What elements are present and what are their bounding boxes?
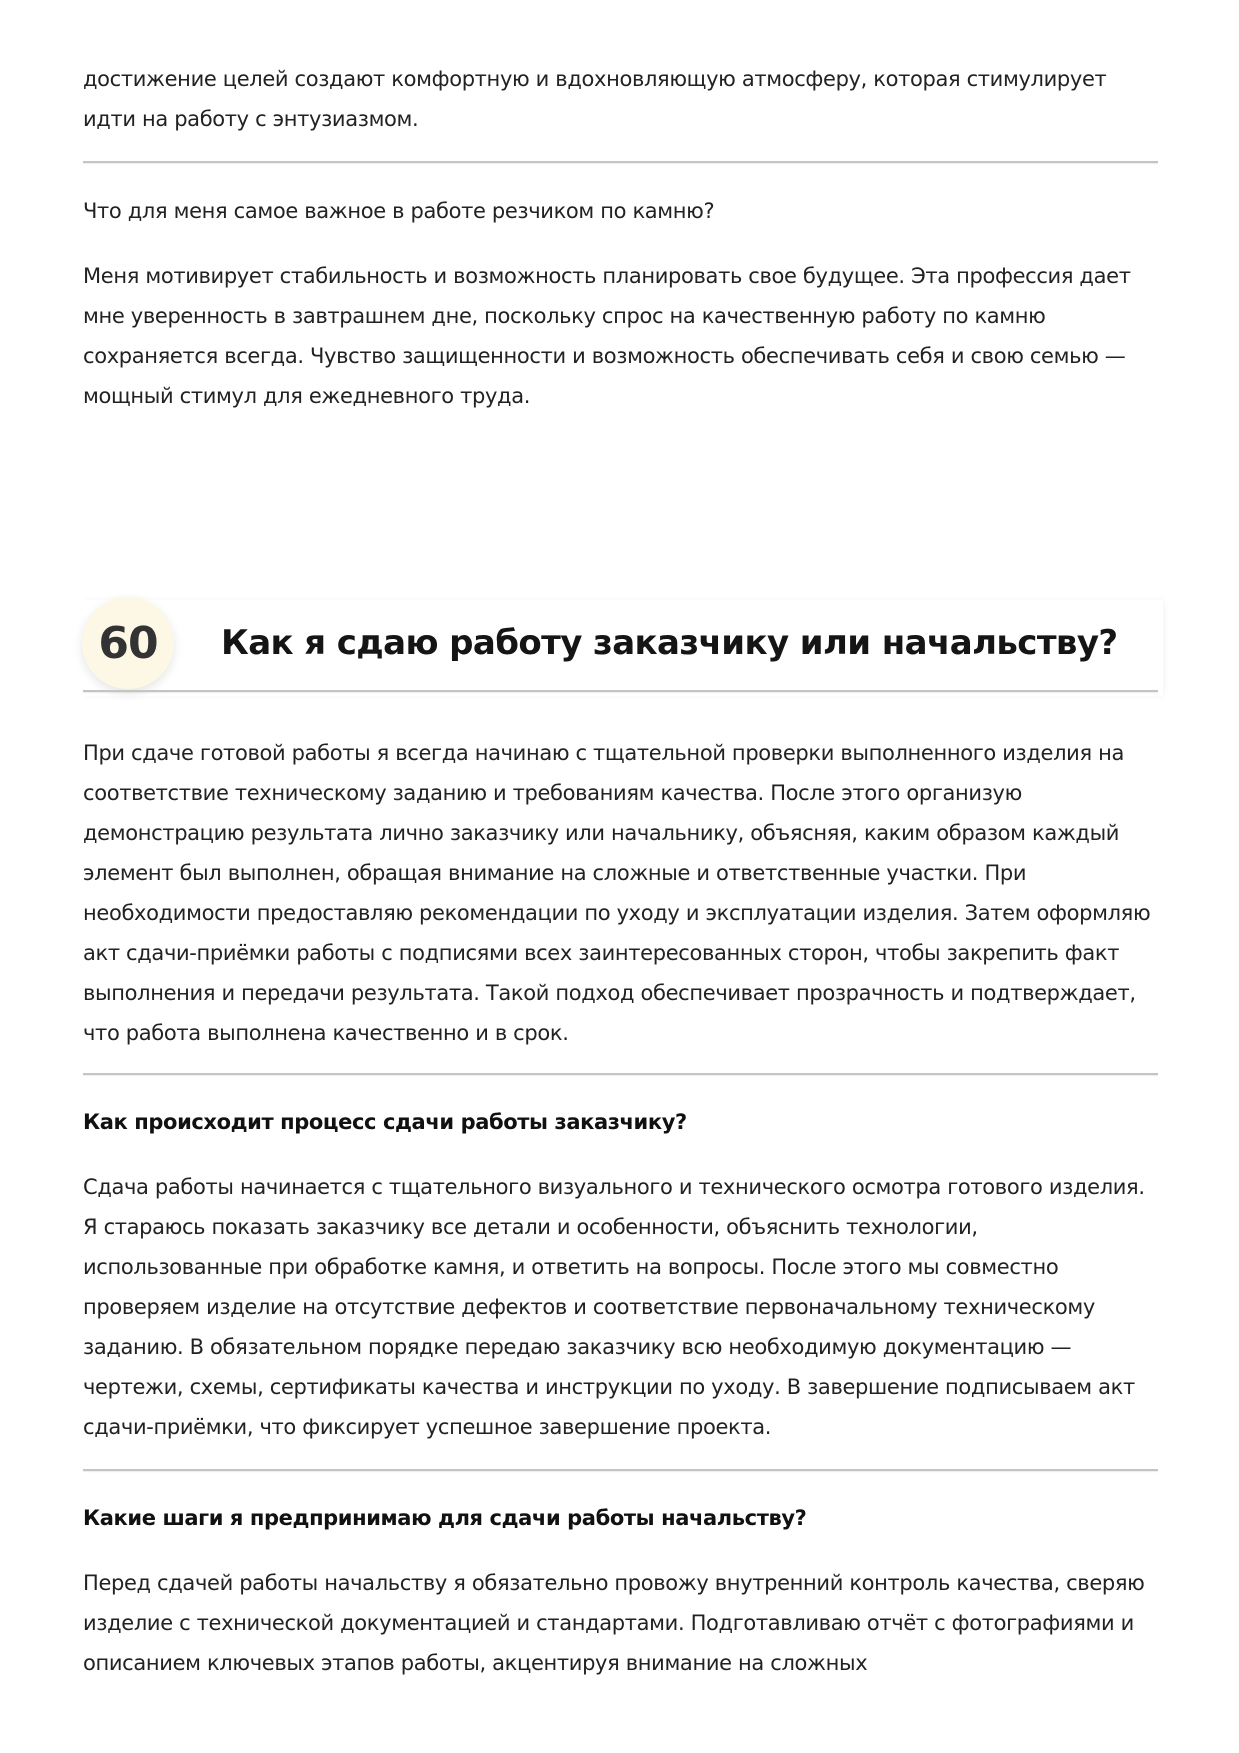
divider xyxy=(83,1469,1158,1471)
answer-block xyxy=(83,1167,1158,1447)
question-answer: Перед сдачей работы начальству я обязательно провожу внутренний контроль качества, сверяю изделие с технической документацией и стандартами. Подготавливаю отчёт с фотографиями и описанием ключевых этапов работы, акцентируя внимание на сложных xyxy=(83,1571,1145,1675)
question-title: Какие шаги я предпринимаю для сдачи работы начальству? xyxy=(83,1506,807,1530)
question-title: Как происходит процесс сдачи работы заказчику? xyxy=(83,1110,687,1134)
section-number-badge: 60 xyxy=(82,597,174,689)
section-intro-paragraph: При сдаче готовой работы я всегда начинаю с тщательной проверки выполненного изделия на соответствие техническому заданию и требованиям качества. После этого организую демонстрацию результата лично заказчику или начальнику, объясняя, каким образом каждый элемент был выполнен, обращая внимание на сложные и ответственные участки. При необходимости предоставляю рекомендации по уходу и эксплуатации изделия. Затем оформляю акт сдачи-приёмки работы с подписями всех заинтересованных сторон, чтобы закрепить факт выполнения и передачи результата. Такой подход обеспечивает прозрачность и подтверждает, что работа выполнена качественно и в срок. xyxy=(83,741,1151,1045)
prev-question-block xyxy=(83,191,1158,231)
section-title: Как я сдаю работу заказчику или начальству? xyxy=(221,623,1118,663)
question-block xyxy=(83,1102,1158,1142)
divider xyxy=(83,161,1158,163)
answer-block xyxy=(83,1563,1158,1683)
prev-question-title: Что для меня самое важное в работе резчиком по камню? xyxy=(83,199,715,223)
intro-tail-paragraph: достижение целей создают комфортную и вдохновляющую атмосферу, которая стимулирует идти на работу с энтузиазмом. xyxy=(83,67,1107,131)
question-block xyxy=(83,1498,1158,1538)
question-answer: Сдача работы начинается с тщательного визуального и технического осмотра готового изделия. Я стараюсь показать заказчику все детали и особенности, объяснить технологии, использованные при обработке камня, и ответить на вопросы. После этого мы совместно проверяем изделие на отсутствие дефектов и соответствие первоначальному техническому заданию. В обязательном порядке передаю заказчику всю необходимую документацию — чертежи, схемы, сертификаты качества и инструкции по уходу. В завершение подписываем акт сдачи-приёмки, что фиксирует успешное завершение проекта. xyxy=(83,1175,1145,1439)
intro-tail-block xyxy=(83,59,1158,139)
section-heading-divider xyxy=(83,690,1158,692)
prev-answer-block xyxy=(83,256,1158,416)
section-intro-block xyxy=(83,733,1158,1053)
prev-question-answer: Меня мотивирует стабильность и возможность планировать свое будущее. Эта профессия дает мне уверенность в завтрашнем дне, поскольку спрос на качественную работу по камню сохраняется всегда. Чувство защищенности и возможность обеспечивать себя и свою семью — мощный стимул для ежедневного труда. xyxy=(83,264,1131,408)
divider xyxy=(83,1073,1158,1075)
